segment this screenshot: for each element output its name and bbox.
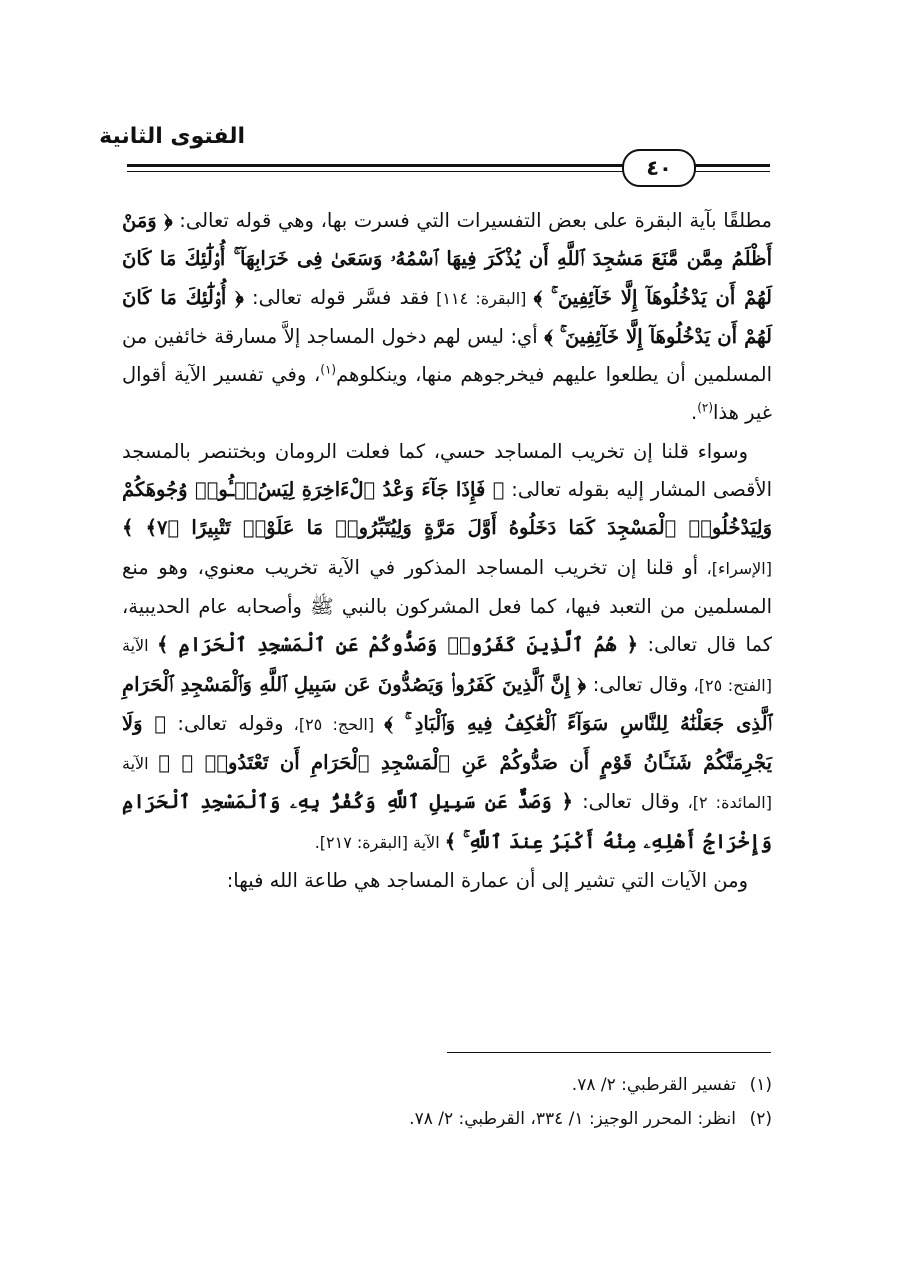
verse-reference: الآية [البقرة: ٢١٧].: [314, 832, 445, 852]
footnote-marker: (٢): [697, 400, 714, 415]
text-run: فقد فسَّر قوله تعالى:: [243, 285, 430, 309]
verse-reference: الآية [المائدة: ٢]،: [122, 754, 772, 813]
main-text: [122, 202, 772, 900]
verse-reference: [الحج: ٢٥]،: [283, 714, 385, 734]
text-run: ، وفي تفسير الآية أقوال غير هذا: [122, 363, 772, 425]
text-run: وسواء قلنا إن تخريب المساجد حسي، كما فعلت الرومان وبختنصر بالمسجد الأقصى المشار إليه بقوله تعالى:: [122, 439, 773, 502]
text-run: أو قلنا إن تخريب المساجد المذكور في الآية تخريب معنوي، وهو منع المسلمين من التعبد فيها، كما فعل المشركون بالنبي ﷺ وأصحابه عام الحديبية، كما قال تعالى:: [122, 555, 772, 657]
quran-verse: ﴿ هُمُ ٱلَّذِينَ كَفَرُوا۟ وَصَدُّوكُمْ عَنِ ٱلْمَسْجِدِ ٱلْحَرَامِ ﴾: [156, 633, 639, 657]
text-run: وقوله تعالى:: [166, 711, 284, 735]
paragraph-1: [122, 202, 772, 433]
footnote-number: (١): [749, 1075, 772, 1095]
page-number: ٤٠: [622, 149, 696, 187]
footnotes: [132, 1068, 772, 1136]
verse-reference: الآية [الفتح: ٢٥]،: [122, 636, 772, 695]
footnote-text: انظر: المحرر الوجيز: ١/ ٣٣٤، القرطبي: ٢/ ٧٨.: [409, 1109, 736, 1129]
quran-verse: ﴿ إِنَّ ٱلَّذِينَ كَفَرُوا۟ وَيَصُدُّونَ عَن سَبِيلِ ٱللَّهِ وَٱلْمَسْجِدِ ٱلْحَرَامِ ٱلَّذِى جَعَلْنَٰهُ لِلنَّاسِ سَوَآءً ٱلْعَٰكِفُ فِيهِ وَٱلْبَادِ ۚ ﴾: [122, 672, 773, 735]
quran-verse: ﴿ وَمَنْ أَظْلَمُ مِمَّن مَّنَعَ مَسَٰجِدَ ٱللَّهِ أَن يُذْكَرَ فِيهَا ٱسْمُهُۥ وَسَعَىٰ فِى خَرَابِهَآ ۚ أُو۟لَٰٓئِكَ مَا كَانَ لَهُمْ أَن يَدْخُلُوهَآ إِلَّا خَآئِفِينَ ۚ ﴾: [122, 209, 773, 309]
quran-verse: ﴿ وَلَا يَجْرِمَنَّكُمْ شَنَـَٔانُ قَوْمٍ أَن صَدُّوكُمْ عَنِ ٱلْمَسْجِدِ ٱلْحَرَامِ أَن تَعْتَدُوا۟ ۘ ﴾: [122, 711, 773, 775]
running-header-title: الفتوى الثانية: [99, 124, 245, 149]
footnote-1: [132, 1068, 772, 1102]
paragraph-2: [122, 433, 772, 862]
text-run: ومن الآيات التي تشير إلى أن عمارة المساجد هي طاعة الله فيها:: [226, 869, 748, 893]
verse-reference: [الإسراء]،: [698, 558, 772, 578]
footnote-marker: (١): [320, 362, 337, 377]
quran-verse: ﴿ فَإِذَا جَآءَ وَعْدُ ٱلْءَاخِرَةِ لِيَسُۥٓـُٔوا۟ وُجُوهَكُمْ وَلِيَدْخُلُوا۟ ٱلْمَسْجِدَ كَمَا دَخَلُوهُ أَوَّلَ مَرَّةٍ وَلِيُتَبِّرُوا۟ مَا عَلَوْا۟ تَتْبِيرًا ﴿٧﴾ ﴾: [122, 478, 772, 540]
text-run: مطلقًا بآية البقرة على بعض التفسيرات التي فسرت بها، وهي قوله تعالى:: [172, 209, 772, 232]
footnote-separator: [447, 1052, 771, 1053]
text-run: وقال تعالى:: [572, 790, 680, 814]
quran-verse: ﴿ أُو۟لَٰٓئِكَ مَا كَانَ لَهُمْ أَن يَدْخُلُوهَآ إِلَّا خَآئِفِينَ ۚ ﴾: [122, 285, 772, 348]
footnote-text: تفسير القرطبي: ٢/ ٧٨.: [571, 1075, 736, 1095]
text-run: أي: ليس لهم دخول المساجد إلاَّ مسارقة خائفين من المسلمين أن يطلعوا عليهم فيخرجوهم منها، وينكلوهم: [122, 324, 773, 387]
paragraph-3: [122, 862, 772, 900]
text-run: .: [690, 401, 698, 425]
quran-verse: ﴿ وَصَدٌّ عَن سَبِيلِ ٱللَّهِ وَكُفْرٌۢ بِهِۦ وَٱلْمَسْجِدِ ٱلْحَرَامِ وَإِخْرَاجُ أَهْلِهِۦ مِنْهُ أَكْبَرُ عِندَ ٱللَّهِ ۚ ﴾: [122, 790, 772, 853]
footnote-number: (٢): [749, 1109, 772, 1129]
text-run: وقال تعالى:: [586, 672, 688, 696]
footnote-2: [132, 1102, 772, 1136]
verse-reference: [البقرة: ١١٤]: [429, 288, 534, 308]
